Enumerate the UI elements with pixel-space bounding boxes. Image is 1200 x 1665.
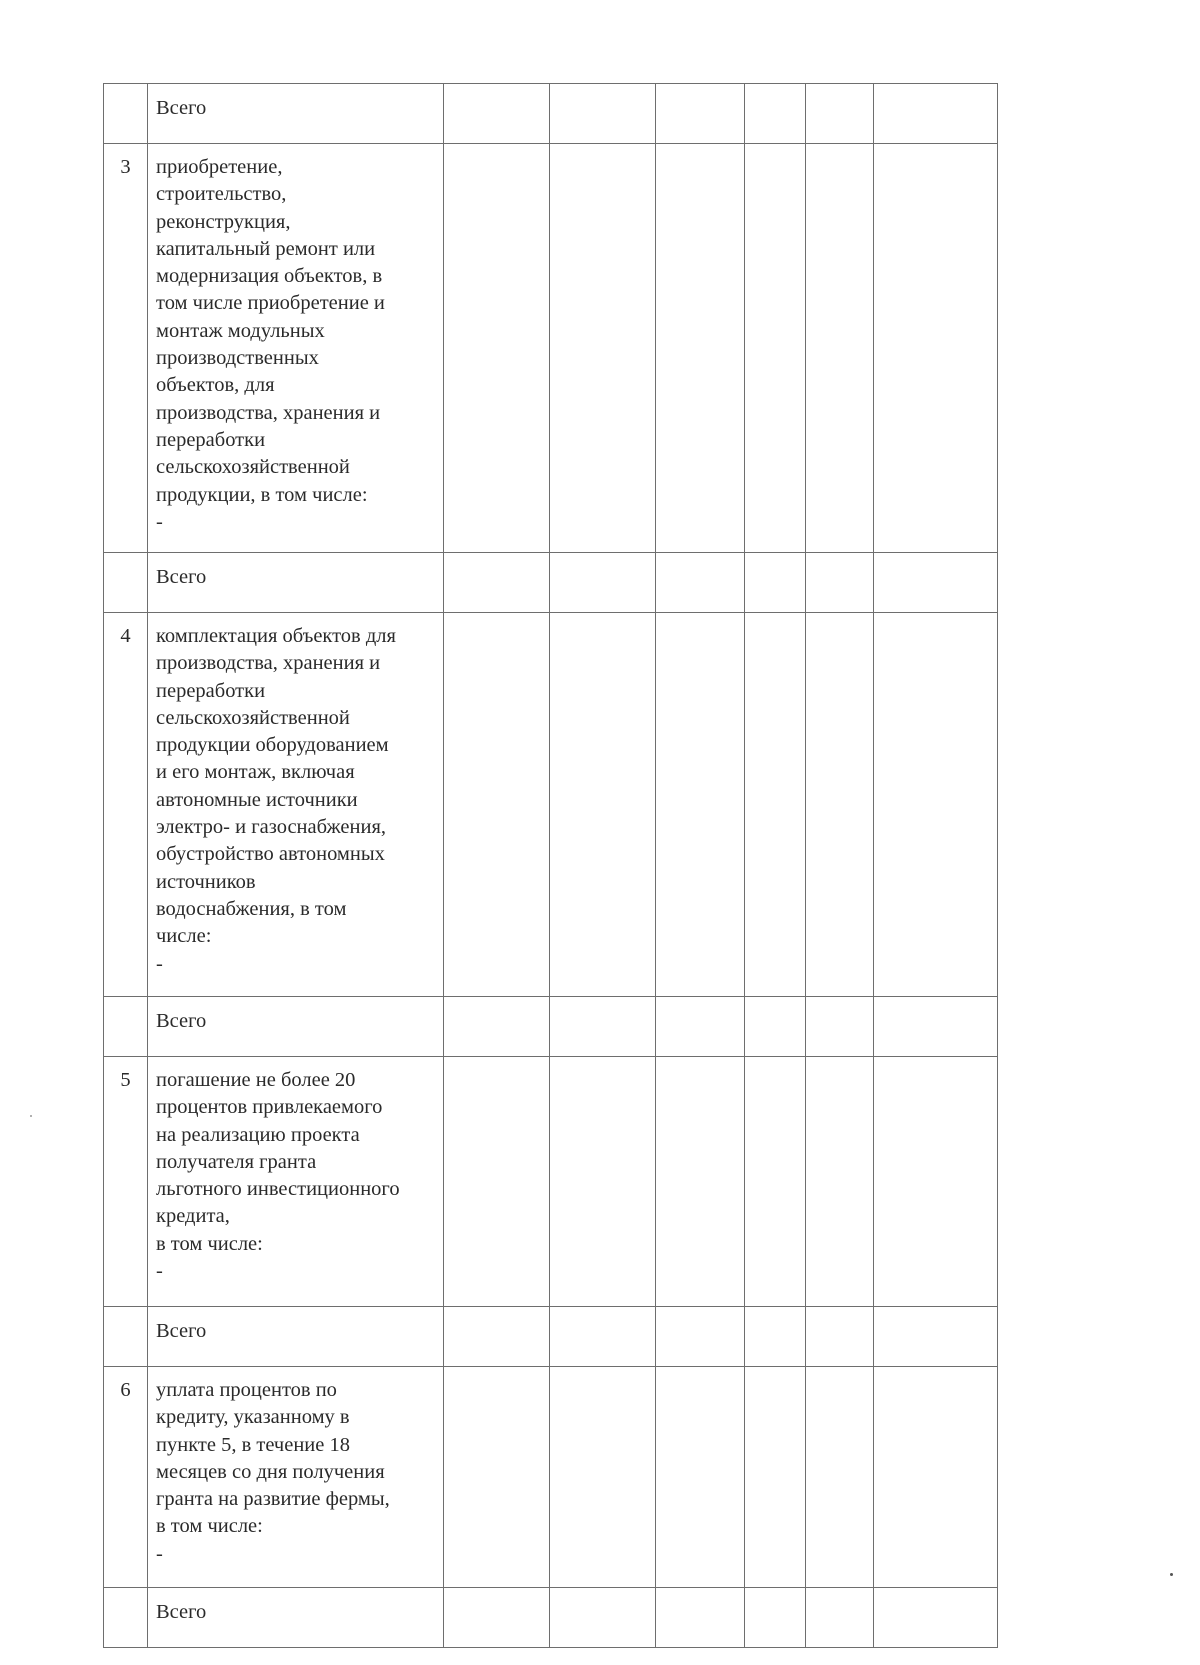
row-description-cell: Всего — [148, 84, 444, 144]
empty-cell — [874, 144, 998, 553]
empty-cell — [745, 613, 806, 997]
empty-cell — [444, 553, 550, 613]
empty-cell — [874, 1307, 998, 1367]
empty-cell — [806, 553, 874, 613]
row-description-cell: Всего — [148, 553, 444, 613]
row-number-cell: 6 — [104, 1367, 148, 1588]
row-description-cell: погашение не более 20 процентов привлекаемого на реализацию проекта получателя гранта льготного инвестиционного кредита, в том числе: - — [148, 1057, 444, 1307]
row-number-cell — [104, 84, 148, 144]
empty-cell — [656, 84, 745, 144]
empty-cell — [656, 1588, 745, 1648]
table-row-total — [104, 1307, 998, 1367]
empty-cell — [874, 553, 998, 613]
row-number-cell — [104, 1307, 148, 1367]
empty-cell — [656, 613, 745, 997]
empty-cell — [806, 144, 874, 553]
empty-cell — [806, 1307, 874, 1367]
empty-cell — [444, 84, 550, 144]
scan-speck — [1170, 1573, 1173, 1576]
budget-table — [103, 83, 998, 1648]
table-row-item — [104, 1057, 998, 1307]
empty-cell — [745, 1307, 806, 1367]
empty-cell — [745, 553, 806, 613]
empty-cell — [806, 84, 874, 144]
table-row-total — [104, 84, 998, 144]
empty-cell — [745, 1367, 806, 1588]
empty-cell — [550, 553, 656, 613]
empty-cell — [806, 1588, 874, 1648]
empty-cell — [656, 1057, 745, 1307]
empty-cell — [656, 144, 745, 553]
empty-cell — [656, 1367, 745, 1588]
empty-cell — [656, 1307, 745, 1367]
empty-cell — [550, 1367, 656, 1588]
row-description-cell: Всего — [148, 1307, 444, 1367]
empty-cell — [745, 144, 806, 553]
empty-cell — [874, 1367, 998, 1588]
empty-cell — [444, 1057, 550, 1307]
empty-cell — [550, 1057, 656, 1307]
empty-cell — [806, 997, 874, 1057]
empty-cell — [745, 1588, 806, 1648]
empty-cell — [444, 144, 550, 553]
row-description-cell: Всего — [148, 1588, 444, 1648]
empty-cell — [874, 1588, 998, 1648]
table-row-total — [104, 553, 998, 613]
row-number-cell — [104, 553, 148, 613]
table-row-total — [104, 1588, 998, 1648]
row-number-cell — [104, 1588, 148, 1648]
table-row-item — [104, 613, 998, 997]
empty-cell — [550, 997, 656, 1057]
empty-cell — [550, 144, 656, 553]
empty-cell — [656, 553, 745, 613]
table-row-total — [104, 997, 998, 1057]
empty-cell — [806, 1057, 874, 1307]
empty-cell — [550, 84, 656, 144]
row-description-cell: Всего — [148, 997, 444, 1057]
empty-cell — [745, 84, 806, 144]
row-number-cell: 3 — [104, 144, 148, 553]
empty-cell — [874, 84, 998, 144]
empty-cell — [444, 1367, 550, 1588]
empty-cell — [806, 613, 874, 997]
row-number-cell: 4 — [104, 613, 148, 997]
table-row-item — [104, 1367, 998, 1588]
row-number-cell: 5 — [104, 1057, 148, 1307]
empty-cell — [874, 1057, 998, 1307]
scan-speck — [30, 1115, 32, 1117]
empty-cell — [444, 997, 550, 1057]
empty-cell — [444, 1307, 550, 1367]
empty-cell — [745, 1057, 806, 1307]
row-description-cell: комплектация объектов для производства, хранения и переработки сельскохозяйственной продукции оборудованием и его монтаж, включая автономные источники электро- и газоснабжения, обустройство автономных источников водоснабжения, в том числе: - — [148, 613, 444, 997]
empty-cell — [444, 1588, 550, 1648]
row-description-cell: уплата процентов по кредиту, указанному в пункте 5, в течение 18 месяцев со дня получения гранта на развитие фермы, в том числе: - — [148, 1367, 444, 1588]
empty-cell — [444, 613, 550, 997]
table-row-item — [104, 144, 998, 553]
empty-cell — [656, 997, 745, 1057]
empty-cell — [550, 613, 656, 997]
row-description-cell: приобретение, строительство, реконструкция, капитальный ремонт или модернизация объектов, в том числе приобретение и монтаж модульных производственных объектов, для производства, хранения и переработки сельскохозяйственной продукции, в том числе: - — [148, 144, 444, 553]
empty-cell — [874, 613, 998, 997]
empty-cell — [745, 997, 806, 1057]
empty-cell — [806, 1367, 874, 1588]
empty-cell — [550, 1588, 656, 1648]
row-number-cell — [104, 997, 148, 1057]
empty-cell — [550, 1307, 656, 1367]
empty-cell — [874, 997, 998, 1057]
